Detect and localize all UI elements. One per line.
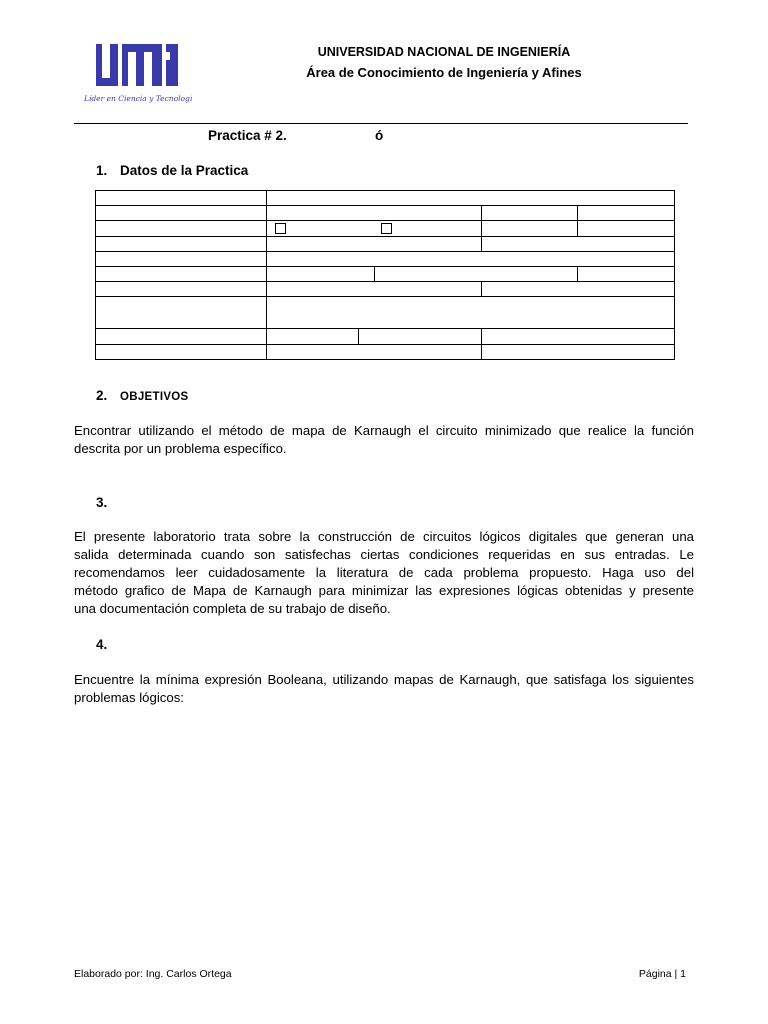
- table-cell: [375, 266, 578, 281]
- table-cell: [96, 297, 267, 329]
- table-cell: [96, 282, 267, 297]
- paragraph-line: problemas lógicos:: [74, 690, 184, 705]
- section-4-number: 4.: [96, 637, 108, 652]
- section-3-paragraph: [74, 528, 694, 618]
- section-1-heading: [96, 163, 248, 178]
- table-cell: [267, 251, 675, 266]
- footer-page-number: Página | 1: [638, 968, 686, 980]
- table-cell: [96, 236, 267, 251]
- section-2-heading: [96, 387, 189, 405]
- table-cell: [578, 266, 675, 281]
- table-row: [96, 206, 675, 221]
- table-cell: [267, 206, 482, 221]
- table-row: [96, 236, 675, 251]
- table-row: [96, 221, 675, 236]
- table-cell: [96, 206, 267, 221]
- table-row: [96, 329, 675, 344]
- paragraph-line: método grafico de Mapa de Karnaugh para minimizar las expresiones lógicas obtenidas y presente: [74, 583, 694, 598]
- table-cell: [482, 236, 675, 251]
- table-row: [96, 251, 675, 266]
- table-row: [96, 297, 675, 329]
- table-cell: [96, 266, 267, 281]
- paragraph-line: recomendamos leer cuidadosamente la literatura de cada problema propuesto. Haga uso del: [74, 565, 694, 580]
- table-cell: [96, 344, 267, 359]
- section-4-paragraph: [74, 671, 694, 707]
- table-cell: [267, 266, 375, 281]
- table-cell: [267, 329, 359, 344]
- uni-logo-icon: [82, 42, 192, 108]
- table-cell: [482, 344, 675, 359]
- table-cell: [267, 344, 482, 359]
- table-cell: [482, 206, 578, 221]
- objetivos-paragraph: [74, 422, 694, 458]
- table-cell: [267, 191, 675, 206]
- section-3-number: 3.: [96, 495, 108, 510]
- practica-label: Practica # 2.: [208, 128, 287, 143]
- university-logo: [82, 42, 192, 108]
- table-row: [96, 191, 675, 206]
- table-row: [96, 282, 675, 297]
- table-cell: [482, 221, 578, 236]
- table-cell: [96, 191, 267, 206]
- knowledge-area: Área de Conocimiento de Ingeniería y Afines: [306, 65, 582, 80]
- table-cell: [267, 236, 482, 251]
- section-1-number: 1.: [96, 163, 108, 178]
- institution-name: UNIVERSIDAD NACIONAL DE INGENIERÍA: [317, 45, 571, 59]
- checkbox-option-1[interactable]: [275, 223, 286, 234]
- practica-title-fragment: ó: [375, 128, 384, 143]
- table-cell: [96, 221, 267, 236]
- table-row: [96, 266, 675, 281]
- logo-tagline: Líder en Ciencia y Tecnología: [84, 94, 192, 103]
- table-cell: [96, 251, 267, 266]
- checkbox-option-2[interactable]: [381, 223, 392, 234]
- table-cell: [267, 221, 482, 236]
- paragraph-line: Encontrar utilizando el método de mapa de Karnaugh el circuito minimizado que realice la función: [74, 423, 694, 438]
- table-cell: [482, 329, 675, 344]
- practice-data-table: [95, 190, 675, 360]
- table-row: [96, 344, 675, 359]
- table-cell: [578, 221, 675, 236]
- table-cell: [578, 206, 675, 221]
- section-2-number: 2.: [96, 388, 108, 403]
- table-cell: [359, 329, 482, 344]
- paragraph-line: El presente laboratorio trata sobre la construcción de circuitos lógicos digitales que generan una: [74, 529, 694, 544]
- table-cell: [267, 282, 482, 297]
- table-cell: [267, 297, 675, 329]
- paragraph-line: Encuentre la mínima expresión Booleana, utilizando mapas de Karnaugh, que satisfaga los siguientes: [74, 672, 694, 687]
- paragraph-line: una documentación completa de su trabajo de diseño.: [74, 601, 391, 616]
- paragraph-line: salida determinada cuando son satisfechas ciertas condiciones requeridas en sus entradas. Le: [74, 547, 694, 562]
- footer-author: Elaborado por: Ing. Carlos Ortega: [74, 968, 232, 980]
- table-cell: [96, 329, 267, 344]
- table-cell: [482, 282, 675, 297]
- header-divider: [74, 123, 688, 124]
- paragraph-line: descrita por un problema específico.: [74, 441, 287, 456]
- section-1-title: Datos de la Practica: [120, 163, 249, 178]
- section-2-title: OBJETIVOS: [120, 391, 189, 403]
